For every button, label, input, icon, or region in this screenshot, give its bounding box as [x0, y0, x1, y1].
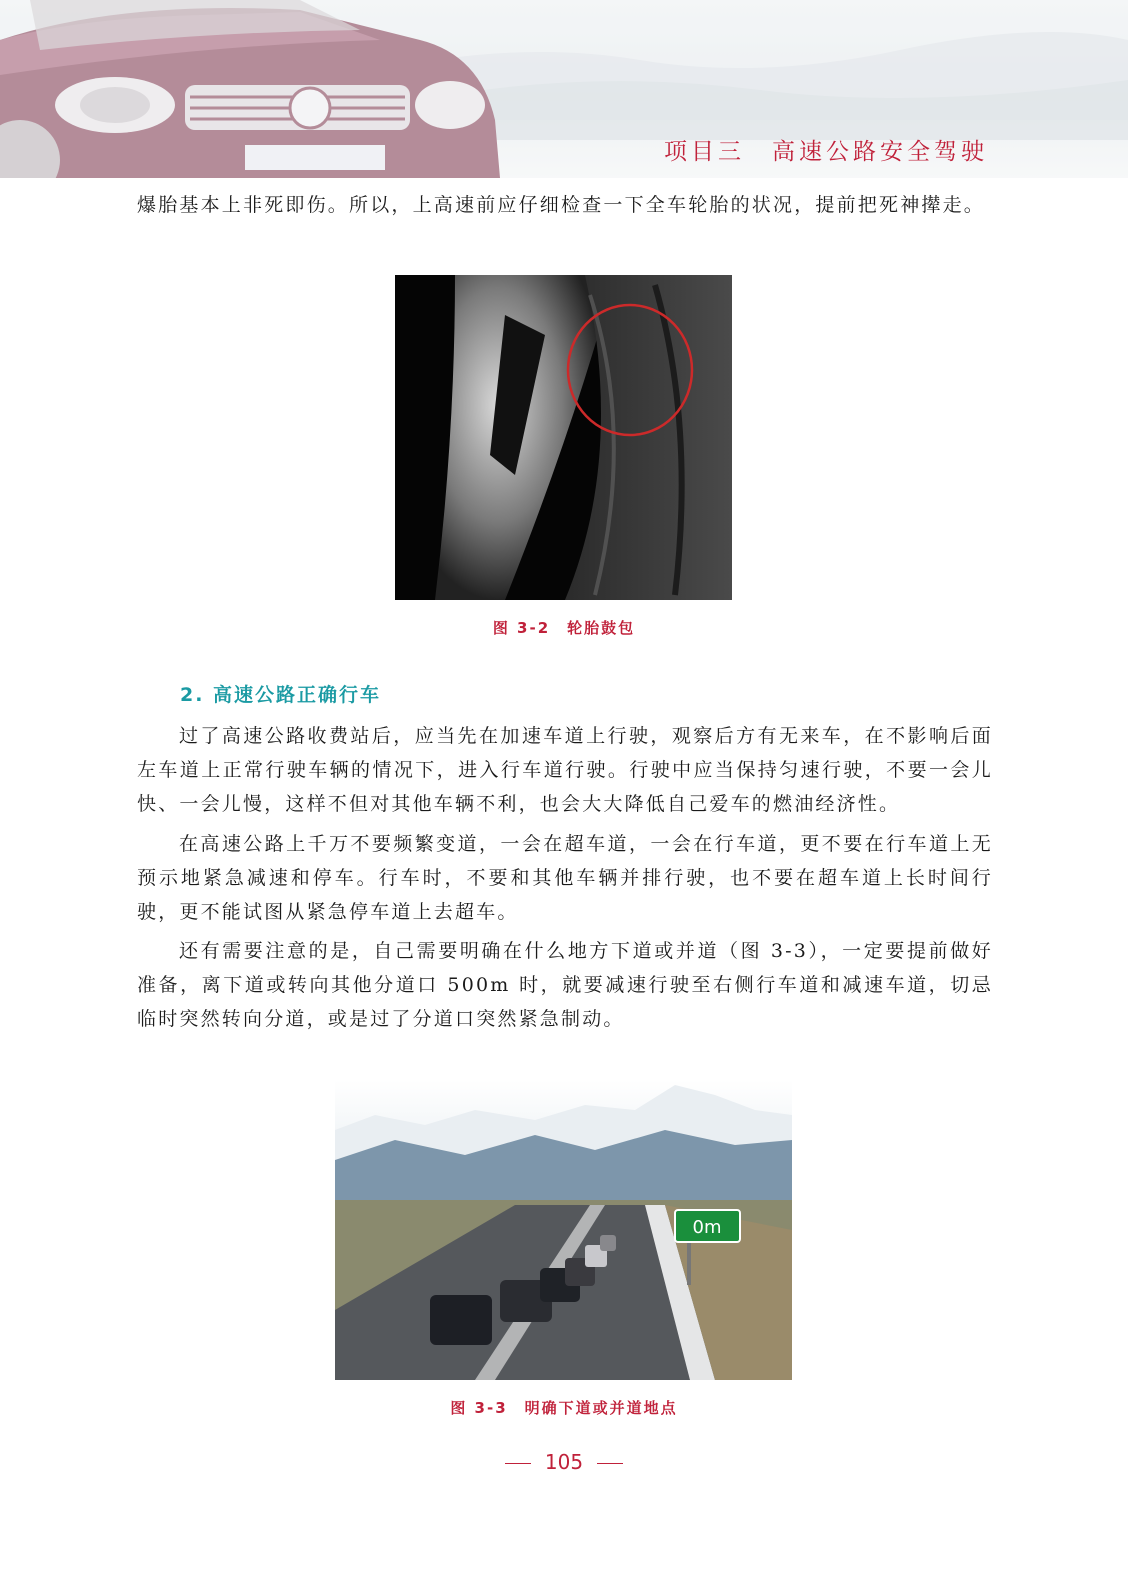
- page-number-value: 105: [544, 1450, 584, 1474]
- chapter-title: 项目三 高速公路安全驾驶: [664, 139, 988, 165]
- section-paragraph-1: 过了高速公路收费站后，应当先在加速车道上行驶，观察后方有无来车，在不影响后面左车道上正常行驶车辆的情况下，进入行车道行驶。行驶中应当保持匀速行驶，不要一会儿快、一会儿慢，这样不但对其他车辆不利，也会大大降低自己爱车的燃油经济性。: [137, 725, 993, 815]
- page-number-dash-right: [597, 1463, 623, 1464]
- section-paragraph-3: 还有需要注意的是，自己需要明确在什么地方下道或并道（图 3-3），一定要提前做好准备，离下道或转向其他分道口 500m 时，就要减速行驶至右侧行车道和减速车道，切忌临时突然转向分道，或是过了分道口突然紧急制动。: [137, 940, 993, 1030]
- section-heading: 2. 高速公路正确行车: [180, 684, 382, 706]
- distance-sign-text: 0m: [692, 1217, 722, 1238]
- page-header-banner: [0, 0, 1128, 178]
- figure-3-3-caption: 图 3-3 明确下道或并道地点: [450, 1399, 678, 1417]
- page-number: [0, 1450, 1128, 1474]
- intro-paragraph: 爆胎基本上非死即伤。所以，上高速前应仔细检查一下全车轮胎的状况，提前把死神撵走。: [137, 194, 986, 216]
- section-paragraph-2: 在高速公路上千万不要频繁变道，一会在超车道，一会在行车道，更不要在行车道上无预示地紧急减速和停车。行车时，不要和其他车辆并排行驶，也不要在超车道上长时间行驶，更不能试图从紧急停车道上去超车。: [137, 833, 993, 923]
- highway-photo: [335, 1080, 792, 1380]
- page-number-dash-left: [505, 1463, 531, 1464]
- tire-bulge-photo: [395, 275, 732, 600]
- figure-3-2-caption: 图 3-2 轮胎鼓包: [492, 619, 636, 637]
